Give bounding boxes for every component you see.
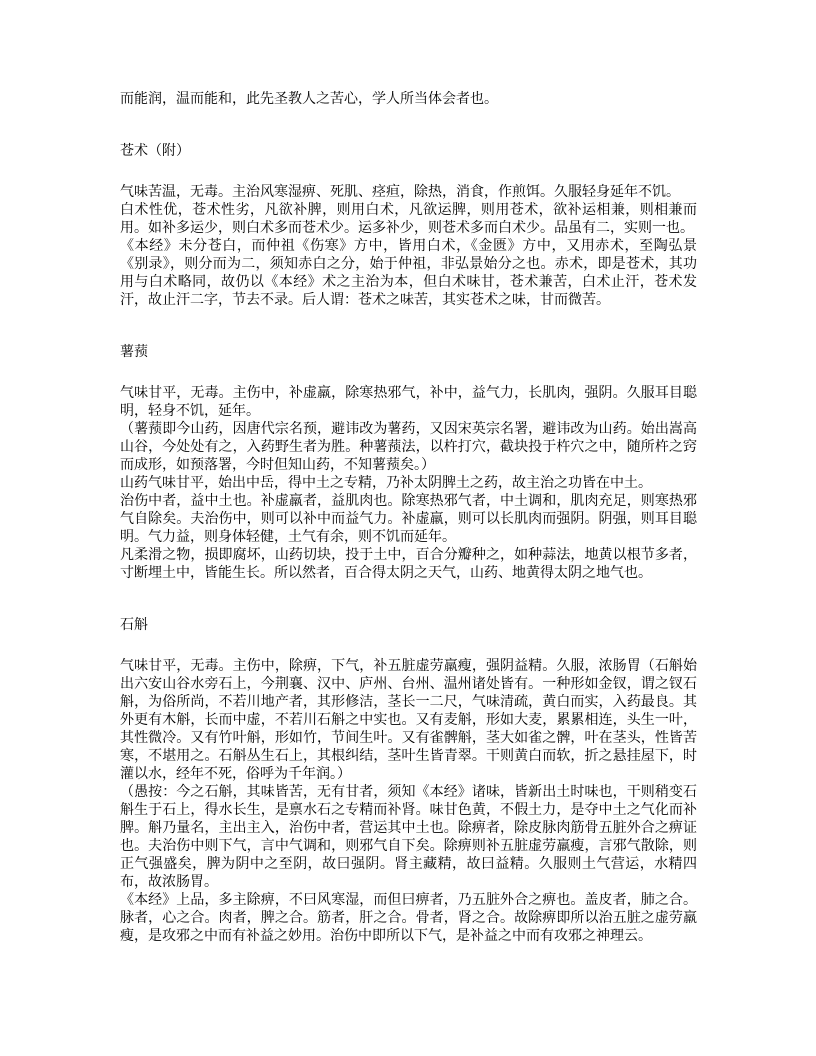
section-heading-shuyu: 薯蓣 <box>120 345 148 360</box>
section-heading-cangzhu: 苍术（附） <box>120 144 190 159</box>
document-content <box>120 91 697 946</box>
cangzhu-paragraph-commentary: 《本经》未分苍白，而仲祖《伤寒》方中，皆用白术，《金匮》方中，又用赤术，至陶弘景《别录》，则分而为二，须知赤白之分，始于仲祖，非弘景始分之也。赤术，即是苍术，其功用与白术略同，故仍以《本经》术之主治为本，但白术味甘，苍术兼苦，白术止汗，苍术发汗，故止汗二字，节去不录。后人谓：苍术之味苦，其实苍术之味，甘而微苦。 <box>120 239 697 308</box>
section-heading-shihu: 石斛 <box>120 618 148 633</box>
shuyu-paragraph-origin: 山药气味甘平，始出中岳，得中土之专精，乃补太阴脾土之药，故主治之功皆在中土。 <box>120 476 652 491</box>
shihu-paragraph-scripture: 气味甘平，无毒。主伤中，除痹，下气，补五脏虚劳羸瘦，强阴益精。久服，浓肠胃（石斛始出六安山谷水旁石上，今荆襄、汉中、庐州、台州、温州诸处皆有。一种形如金钗，谓之钗石斛，为俗所尚，不若川地产者，其形修洁，茎长一二尺，气味清疏，黄白而实，入药最良。其外更有木斛，长而中虚，不若川石斛之中实也。又有麦斛，形如大麦，累累相连，头生一叶，其性微冷。又有竹叶斛，形如竹，节间生叶。又有雀髀斛，茎大如雀之髀，叶在茎头，性皆苦寒，不堪用之。石斛丛生石上，其根纠结，茎叶生皆青翠。干则黄白而软，折之悬挂屋下，时灌以水，经年不死，俗呼为千年润。） <box>120 659 697 782</box>
cangzhu-paragraph-scripture: 气味苦温，无毒。主治风寒湿痹、死肌、痉疸，除热，消食，作煎饵。久服轻身延年不饥。 <box>120 185 680 200</box>
shuyu-paragraph-commentary: 治伤中者，益中土也。补虚羸者，益肌肉也。除寒热邪气者，中土调和，肌肉充足，则寒热邪气自除矣。夫治伤中，则可以补中而益气力。补虚羸，则可以长肌肉而强阴。阴强，则耳目聪明。气力益，则身体轻健，土气有余，则不饥而延年。 <box>120 494 697 545</box>
shihu-paragraph-commentary: 《本经》上品，多主除痹，不曰风寒湿，而但曰痹者，乃五脏外合之痹也。盖皮者，肺之合。脉者，心之合。肉者，脾之合。筋者，肝之合。骨者，肾之合。故除痹即所以治五脏之虚劳羸瘦，是攻邪之中而有补益之妙用。治伤中即所以下气，是补益之中而有攻邪之神理云。 <box>120 893 697 944</box>
shuyu-paragraph-note: （薯蓣即今山药，因唐代宗名预，避讳改为薯药，又因宋英宗名署，避讳改为山药。始出嵩高山谷，今处处有之，入药野生者为胜。种薯蓣法，以杵打穴，截块投于杵穴之中，随所杵之窍而成形，如预落署，今时但知山药，不知薯蓣矣。） <box>120 422 697 473</box>
shihu-paragraph-note: （愚按：今之石斛，其味皆苦，无有甘者，须知《本经》诸味，皆新出土时味也，干则稍变石斛生于石上，得水长生，是禀水石之专精而补肾。味甘色黄，不假土力，是夺中土之气化而补脾。斛乃量名，主出主入，治伤中者，营运其中土也。除痹者，除皮脉肉筋骨五脏外合之痹证也。夫治伤中则下气，言中气调和，则邪气自下矣。除痹则补五脏虚劳羸瘦，言邪气散除，则正气强盛矣，脾为阴中之至阴，故曰强阴。肾主藏精，故曰益精。久服则土气营运，水精四布，故浓肠胃。 <box>120 785 697 890</box>
preamble-paragraph: 而能润，温而能和，此先圣教人之苦心，学人所当体会者也。 <box>120 92 498 107</box>
shuyu-paragraph-scripture: 气味甘平，无毒。主伤中，补虚羸，除寒热邪气，补中，益气力，长肌肉，强阴。久服耳目聪明，轻身不饥，延年。 <box>120 386 697 419</box>
cangzhu-paragraph-comparison: 白术性优，苍术性劣，凡欲补脾，则用白术，凡欲运脾，则用苍术，欲补运相兼，则相兼而用。如补多运少，则白术多而苍术少。运多补少，则苍术多而白术少。品虽有二，实则一也。 <box>120 203 697 236</box>
shuyu-paragraph-planting: 凡柔滑之物，损即腐坏，山药切块，投于土中，百合分瓣种之，如种蒜法，地黄以根节多者，寸断埋土中，皆能生长。所以然者，百合得太阴之天气，山药、地黄得太阴之地气也。 <box>120 548 697 581</box>
